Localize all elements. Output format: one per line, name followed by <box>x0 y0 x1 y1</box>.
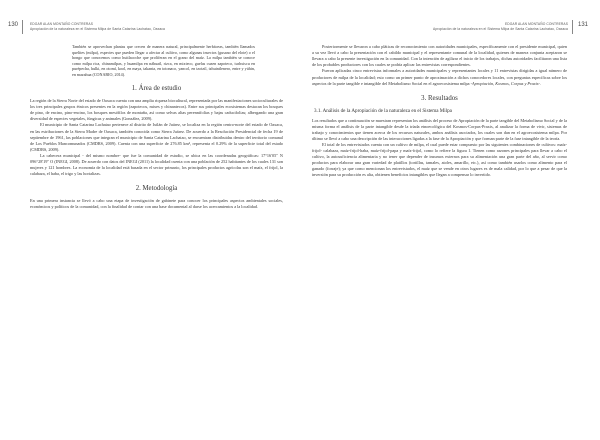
text-line: y que forman parte de la fase intangible de la teoría. <box>471 135 561 141</box>
paragraph <box>30 153 283 177</box>
text-line: al darse los acercamientos a la localidad. <box>188 204 258 210</box>
text-line: se encuentran distribuidas dentro del territorio comunal de Los Pueblos <box>30 134 283 146</box>
text-line: Los resultados que a continuación se muestran representan los análisis del <box>312 117 440 123</box>
text-line: El municipio de Santa Catarina Lachatao pertenece al distrito de Ixtlán <box>40 122 164 128</box>
quote-line: también se conoce como milpa rica, chinamilpas, y huamilpa en náhuatl, rizca, <box>72 55 255 66</box>
text-line: a su vez llevó a cabo la presentación con el cabildo municipal y el representante <box>312 50 453 56</box>
text-line: de Juárez, se localiza en la región centro-norte del estado de Oaxaca, en las <box>30 122 283 134</box>
text-line: -Apropiación, Kosmos, Corpus y Praxis-. <box>470 80 541 86</box>
text-line: representa el 0.29% de la superficie total del estado (CMDRS, 2009). <box>30 140 283 152</box>
text-line: es alta, obtienen beneficios intangibles que llegan a compensar lo invertido. <box>362 172 491 178</box>
text-line: asociados, los cuales son dan en el agroecosistema milpa. Por último se llevó <box>312 129 567 141</box>
quote-line: herbáceas, también llamados quelites (milpa), especies que pueden llegar a <box>72 44 255 55</box>
text-line: chinantecos). Entre sus principales ecosistemas destacan los bosques de pino, <box>30 104 283 116</box>
quote-line: También se aprovechan plantas que crecen de manera natural, principalmente <box>72 44 207 49</box>
text-line: con una población de 252 habitantes de los cuales 131 son mujeres y 121 <box>30 159 283 171</box>
text-line: En una primera instancia se llevó a cabo una etapa de investigación de gabinete <box>30 198 178 204</box>
text-line: a cabo una descripción de las interacciones ligadas a la fase de la Apropiación <box>338 135 472 141</box>
header-title: Apropiación de la naturaleza en el Sistema Milpa de Santa Catarina Lachatao, Oaxaca <box>30 27 165 31</box>
header-divider <box>572 20 573 34</box>
paragraph <box>312 44 567 68</box>
running-header <box>30 22 165 32</box>
text-line: etc.), así como también usarlos como alimento para el ganado (forraje); ya <box>312 160 567 172</box>
text-line: proceso de Apropiación de la parte tangible del Metabolismo Social y de la <box>439 117 567 123</box>
text-line: El total de los entrevistados cuenta con un cultivo de milpa, el cual puede <box>322 142 450 148</box>
header-author: EDGAR ALAN MONTAÑO CONTRERAS <box>30 22 94 26</box>
text-line: 1961, las poblaciones que integran el municipio de Santa Catarina Lachatao, <box>55 134 188 140</box>
text-line: Posteriormente se llevaron a cabo pláticas de reconocimiento con <box>322 44 436 49</box>
right-page <box>300 0 600 440</box>
text-line: hombres. La economía de la localidad está basada en el sector primario, los <box>55 165 188 171</box>
block-quote <box>72 44 255 77</box>
text-line: políticos de la comunidad, con la finalidad de contar con una base documental <box>54 204 189 210</box>
page-number: 131 <box>577 22 588 28</box>
text-line: trigo y las hortalizas. <box>65 171 101 177</box>
text-line: elaborar una gran variedad de platillos (tortillas, tamales, atoles, amarillo, <box>339 160 472 166</box>
quote-line: en mixteco, guelas cuzen zapoteco, turhxiscu en purépecha, hulki, en otomí, <box>72 60 255 71</box>
text-line: estar compuesto por las siguientes combinaciones de cultivos: maíz-frijol- <box>312 142 567 154</box>
text-line: cabo la presente investigación en la comunidad. Con la intención de agilizar el <box>327 56 464 62</box>
text-line: tangible e intangible del Metabolismo Social en el agroecosistema milpa <box>346 80 471 86</box>
text-line: del Kosmos-Corpus-Praxis, al analizar la forma de vivir, sistemas de trabajo y <box>312 123 567 135</box>
text-line: la autosuficiencia alimentaria y no tener que depender de insumos externos <box>326 154 462 160</box>
section-heading-resultados: 3. Resultados <box>421 94 458 102</box>
text-line: de encino, pino-encino, los bosques mesófilos de montaña, así como selvas <box>45 110 179 116</box>
text-line: especies vegetales, fúngicas y animales (González, 2009). <box>53 116 153 122</box>
text-line: de milpa de la localidad; esto como un primer punto de aproximación a dichos <box>333 74 471 80</box>
section-heading-metodologia: 2. Metodología <box>135 185 178 193</box>
text-line: los tres principales grupos étnicos presentes en la región (zapotecos, mixes y <box>30 104 165 110</box>
text-line: conocedores locales, con preguntas específicas sobre los aspectos de la parte <box>312 74 567 86</box>
text-line: para conocer los principales aspectos ambientales sociales, económicos y <box>30 198 283 210</box>
paragraph <box>30 198 283 210</box>
left-text-column <box>30 44 283 210</box>
quote-line: conocemos como huitlacoche que proliferan en el grano del maíz. La milpa <box>91 55 224 60</box>
paragraph <box>312 118 567 142</box>
page-number: 130 <box>8 22 19 28</box>
text-line: principales productos agrícolas son el maíz, el frijol, la calabaza, el haba, el <box>30 165 283 177</box>
text-line: Juárez. De acuerdo a la Resolución Presidencial de fecha 19 de septiembre de <box>30 128 284 140</box>
text-line: productores con los cuales se podría aplicar las entrevistas correspondientes. <box>340 62 471 68</box>
text-line: La región de la Sierra Norte del estado de Oaxaca cuenta con una amplia <box>30 98 155 103</box>
text-line: para su alimentación una gran parte del año, al servir como productos para <box>312 154 567 166</box>
text-line: altas perennifolias y bajas caducifolias; albergando una gran diversidad de <box>30 110 283 122</box>
text-line: inicio de los trabajos, dichas autoridades facilitaron una lista de los probables <box>312 56 568 68</box>
text-line: estudio, se ubica en las coordenadas geográficas: 17°16'05" N 096°28'19" O <box>30 153 283 165</box>
header-divider <box>22 20 23 34</box>
quote-line: y yühin, en mazahua (CONABIO, 2014). <box>72 66 255 77</box>
quote-line: kool, en maya, takanta, en totonaco, yancol, en tzotzil, tzhuintlenero, entre <box>118 66 242 71</box>
paragraph <box>30 122 283 152</box>
text-line: representantes locales y 11 entrevistas dirigidas a igual número de productores <box>312 68 568 80</box>
text-line: Fueron aplicadas cinco entrevistas informales a autoridades municipales y <box>322 68 452 74</box>
text-line: comunal de la localidad, quienes de manera conjunta aceptaron se llevara a <box>312 50 567 62</box>
text-line: calabaza, maíz-frijol-haba, maíz-frijol-papa y maíz-frijol, como lo refiere <box>323 148 453 154</box>
text-line: la figura 1. Tienen como razones principales para llevar a cabo el cultivo, <box>312 148 567 160</box>
text-line: es de mala calidad, por lo que a pesar de que la inversión para su producción <box>312 166 567 178</box>
text-line: que como mencionan los entrevistados, el maíz que se vende en otros lugares <box>347 166 484 172</box>
text-line: (INEGI, 2008). De acuerdo con datos del INEGI (2011) la localidad cuenta <box>54 159 184 165</box>
header-author: EDGAR ALAN MONTAÑO CONTRERAS <box>504 22 568 26</box>
paragraph <box>312 68 567 86</box>
running-header <box>433 22 568 32</box>
text-line: Mancomunados (CMDRS, 2009). Cuenta con una superficie de 276.85 km², <box>58 140 193 146</box>
right-text-column <box>312 44 567 178</box>
text-line: conocimientos que tienen acerca de los recursos naturales, ambos análisis <box>328 129 459 135</box>
paragraph <box>312 142 567 178</box>
text-line: estribaciones de la Sierra Madre de Oaxaca, también conocida como Sierra <box>41 128 174 134</box>
text-line: autoridades municipales, específicamente con el presidente municipal, quien <box>435 44 568 49</box>
text-line: riqueza biocultural, representada por las manifestaciones socioculturales de <box>154 98 284 103</box>
text-line: misma forma el análisis de la parte intangible desde la tríada etnoecológica <box>312 123 447 129</box>
text-line: La cabecera municipal - del mismo nombre- que fue la comunidad de <box>40 153 171 159</box>
section-heading-area-estudio: 1. Área de estudio <box>131 85 182 92</box>
quote-line: afectar al cultivo, como algunas insectos (gusano del elote) o el hongo que <box>72 49 255 60</box>
subsection-heading: 3.1. Análisis de la Apropiación de la naturaleza en el Sistema Milpa <box>314 107 452 114</box>
header-title: Apropiación de la naturaleza en el Sistema Milpa de Santa Catarina Lachatao, Oaxaca <box>433 27 568 31</box>
paragraph <box>30 98 283 122</box>
